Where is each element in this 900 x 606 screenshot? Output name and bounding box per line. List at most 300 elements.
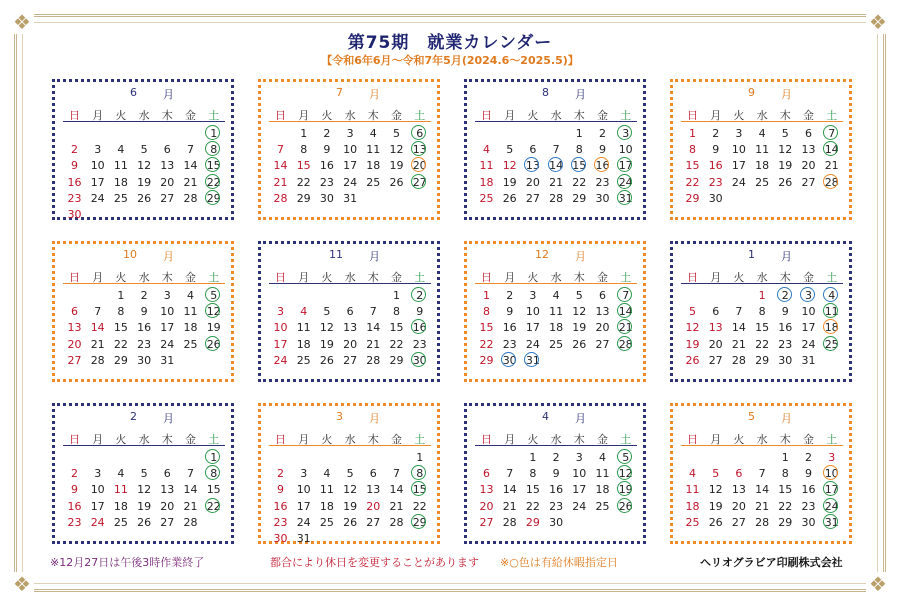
weekday-label: 水 <box>344 433 356 446</box>
week-row <box>475 157 637 173</box>
day-cell: 24 <box>90 191 105 205</box>
day-cell: 16 <box>67 499 82 513</box>
month-number: 9 <box>748 86 755 99</box>
day-cell: 13 <box>408 142 431 157</box>
day-cell: 1 <box>416 451 424 464</box>
day-cell: 23 <box>595 175 610 189</box>
day-cell: 30 <box>595 191 610 205</box>
weekday-label: 金 <box>185 433 196 446</box>
day-cell: 11 <box>319 483 334 497</box>
day-cell: 26 <box>389 175 404 189</box>
weekday-label: 火 <box>321 109 333 122</box>
weekday-header <box>269 106 431 122</box>
month-label: 月 <box>163 412 174 425</box>
day-cell: 6 <box>369 467 377 481</box>
day-cell: 16 <box>408 320 431 335</box>
period-subtitle: 【令和6年6月～令和7年5月(2024.6～2025.5)】 <box>321 54 579 67</box>
day-cell: 4 <box>599 451 606 464</box>
footer-note-paid-leave: ※○色は有給休暇指定日 <box>500 556 618 569</box>
month-calendar-9 <box>670 79 852 220</box>
weekday-label: 木 <box>367 271 379 284</box>
day-cell: 27 <box>595 337 610 351</box>
weekday-label: 金 <box>391 433 402 446</box>
weekday-label: 月 <box>504 271 516 284</box>
day-cell: 3 <box>300 467 308 481</box>
day-cell: 8 <box>300 143 308 157</box>
weekday-label: 日 <box>69 271 80 284</box>
weekday-label: 月 <box>92 433 104 446</box>
day-cell: 10 <box>820 466 843 481</box>
day-cell: 22 <box>113 337 128 351</box>
weekday-label: 火 <box>115 433 127 446</box>
weekday-label: 日 <box>687 271 698 284</box>
month-calendar-11 <box>258 241 440 382</box>
day-cell: 6 <box>712 305 720 319</box>
month-calendar-12 <box>464 241 646 382</box>
month-calendar-4 <box>464 403 646 544</box>
week-row <box>63 319 225 335</box>
week-row <box>269 319 431 335</box>
footer-note-holiday-change: 都合により休日を変更することがあります <box>270 556 479 569</box>
day-cell: 26 <box>137 515 152 529</box>
day-cell: 24 <box>343 175 358 189</box>
day-cell: 18 <box>113 175 128 189</box>
weekday-label: 木 <box>161 271 173 284</box>
day-cell: 13 <box>160 483 175 497</box>
day-cell: 18 <box>366 159 381 173</box>
day-cell: 23 <box>708 175 723 189</box>
day-cell: 28 <box>90 353 105 367</box>
week-row <box>63 514 225 530</box>
day-cell: 24 <box>296 515 311 529</box>
weekday-label: 火 <box>321 271 333 284</box>
day-cell: 1 <box>575 127 583 140</box>
day-cell: 21 <box>614 320 637 335</box>
weekday-label: 火 <box>733 271 745 284</box>
month-label: 月 <box>575 412 586 425</box>
weekday-label: 木 <box>367 433 379 446</box>
day-cell: 20 <box>731 499 746 513</box>
day-cell: 26 <box>202 337 225 352</box>
day-cell: 24 <box>90 515 105 529</box>
day-cell: 11 <box>296 321 311 335</box>
day-cell: 18 <box>319 499 334 513</box>
week-row <box>681 303 843 319</box>
week-row <box>269 498 431 514</box>
day-cell: 20 <box>408 158 431 173</box>
day-cell: 25 <box>296 353 311 367</box>
day-cell: 20 <box>525 175 540 189</box>
weekday-label: 日 <box>275 109 286 122</box>
day-cell: 15 <box>568 158 591 173</box>
day-cell: 21 <box>502 499 517 513</box>
week-row <box>269 514 431 530</box>
day-cell: 30 <box>273 532 288 545</box>
day-cell: 29 <box>778 515 793 529</box>
weekday-header <box>63 430 225 446</box>
month-number: 7 <box>336 86 343 99</box>
day-cell: 26 <box>502 191 517 205</box>
day-cell: 20 <box>708 337 723 351</box>
day-cell: 23 <box>67 191 82 205</box>
day-cell: 15 <box>525 483 540 497</box>
day-cell: 10 <box>731 143 746 157</box>
weekday-label: 日 <box>275 271 286 284</box>
day-cell: 18 <box>595 483 610 497</box>
month-number: 6 <box>130 86 137 99</box>
weekday-label: 水 <box>138 109 150 122</box>
day-cell: 11 <box>113 483 128 497</box>
day-cell: 1 <box>529 451 537 464</box>
week-row <box>681 174 843 190</box>
day-cell: 10 <box>296 483 311 497</box>
day-cell: 5 <box>323 305 331 319</box>
day-cell: 25 <box>755 175 770 189</box>
month-calendar-2 <box>52 403 234 544</box>
weekday-label: 金 <box>391 109 402 122</box>
day-cell: 16 <box>502 321 517 335</box>
day-cell: 1 <box>758 289 766 302</box>
day-cell: 14 <box>755 483 770 497</box>
day-cell: 9 <box>140 305 148 319</box>
weekday-label: 月 <box>504 433 516 446</box>
week-row <box>681 319 843 335</box>
day-cell: 6 <box>529 143 537 157</box>
day-cell: 17 <box>90 499 105 513</box>
day-cell: 31 <box>820 515 843 530</box>
day-cell: 23 <box>502 337 517 351</box>
day-cell: 9 <box>552 467 560 481</box>
day-cell: 26 <box>614 499 637 514</box>
day-cell: 27 <box>408 175 431 190</box>
weekday-label: 火 <box>733 109 745 122</box>
weekday-label: 土 <box>620 271 632 284</box>
day-cell: 19 <box>319 337 334 351</box>
day-cell: 21 <box>366 337 381 351</box>
day-cell: 2 <box>408 288 431 303</box>
weekday-label: 土 <box>826 433 838 446</box>
month-calendar-8 <box>464 79 646 220</box>
day-cell: 26 <box>685 353 700 367</box>
day-cell: 29 <box>408 515 431 530</box>
day-cell: 24 <box>572 499 587 513</box>
day-cell: 21 <box>549 175 564 189</box>
day-cell: 10 <box>273 321 288 335</box>
weekday-label: 火 <box>733 433 745 446</box>
day-cell: 29 <box>296 191 311 205</box>
week-row <box>269 336 431 352</box>
weekday-label: 木 <box>779 271 791 284</box>
week-row <box>63 141 225 157</box>
day-cell: 7 <box>552 143 560 157</box>
weekday-label: 日 <box>275 433 286 446</box>
day-cell: 28 <box>549 191 564 205</box>
day-cell: 22 <box>479 337 494 351</box>
weekday-label: 月 <box>504 109 516 122</box>
day-cell: 29 <box>202 191 225 206</box>
day-cell: 11 <box>820 304 843 319</box>
day-cell: 19 <box>685 337 700 351</box>
day-cell: 28 <box>502 515 517 529</box>
day-cell: 31 <box>160 353 175 367</box>
week-row <box>681 336 843 352</box>
day-cell: 9 <box>506 305 514 319</box>
day-cell: 27 <box>479 515 494 529</box>
day-cell: 1 <box>202 126 225 141</box>
day-cell: 8 <box>202 142 225 157</box>
month-number: 3 <box>336 410 343 423</box>
day-cell: 11 <box>595 467 610 481</box>
day-cell: 28 <box>366 353 381 367</box>
day-cell: 6 <box>805 127 812 140</box>
week-row <box>475 319 637 335</box>
day-cell: 20 <box>343 337 358 351</box>
day-cell: 7 <box>614 288 637 303</box>
week-row <box>63 336 225 352</box>
day-cell: 9 <box>277 483 284 497</box>
day-cell: 3 <box>277 305 284 319</box>
day-cell: 23 <box>67 515 82 529</box>
day-cell: 16 <box>273 499 288 513</box>
day-cell: 14 <box>183 159 198 173</box>
day-cell: 7 <box>506 467 514 481</box>
day-cell: 1 <box>393 289 400 302</box>
day-cell: 15 <box>778 483 793 497</box>
day-cell: 7 <box>820 126 843 141</box>
weekday-label: 火 <box>115 109 127 122</box>
day-cell: 1 <box>300 127 308 140</box>
day-cell: 14 <box>545 158 568 173</box>
weekday-label: 木 <box>573 271 585 284</box>
day-cell: 18 <box>685 499 700 513</box>
day-cell: 23 <box>412 337 427 351</box>
day-cell: 3 <box>163 289 171 302</box>
day-cell: 24 <box>160 337 175 351</box>
weekday-label: 土 <box>208 433 220 446</box>
day-cell: 19 <box>137 499 152 513</box>
weekday-label: 土 <box>414 271 426 284</box>
day-cell: 1 <box>117 289 125 302</box>
weekday-label: 水 <box>344 271 356 284</box>
day-cell: 19 <box>389 159 404 173</box>
day-cell: 9 <box>781 305 789 319</box>
month-number: 10 <box>123 248 137 261</box>
day-cell: 24 <box>731 175 746 189</box>
day-cell: 17 <box>801 321 816 335</box>
day-cell: 1 <box>202 450 225 465</box>
day-cell: 12 <box>502 159 517 173</box>
day-cell: 29 <box>525 515 540 529</box>
day-cell: 8 <box>202 466 225 481</box>
month-number: 8 <box>542 86 549 99</box>
month-number: 1 <box>748 248 755 261</box>
day-cell: 24 <box>525 337 540 351</box>
day-cell: 21 <box>824 159 839 173</box>
weekday-label: 水 <box>138 433 150 446</box>
week-row <box>63 287 225 303</box>
week-row <box>269 190 431 206</box>
day-cell: 3 <box>828 451 836 464</box>
week-row <box>681 125 843 141</box>
week-row <box>63 449 225 465</box>
day-cell: 29 <box>755 353 770 367</box>
day-cell: 14 <box>502 483 517 497</box>
week-row <box>269 125 431 141</box>
day-cell: 24 <box>801 337 816 351</box>
month-calendar-3 <box>258 403 440 544</box>
day-cell: 20 <box>479 499 494 513</box>
week-row <box>269 141 431 157</box>
day-cell: 9 <box>323 143 331 157</box>
day-cell: 16 <box>591 158 614 173</box>
month-number: 5 <box>748 410 755 423</box>
day-cell: 6 <box>346 305 354 319</box>
month-calendar-5 <box>670 403 852 544</box>
month-calendar-7 <box>258 79 440 220</box>
day-cell: 3 <box>529 289 537 302</box>
day-cell: 26 <box>572 337 587 351</box>
month-label: 月 <box>781 412 792 425</box>
week-row <box>63 481 225 497</box>
weekday-label: 火 <box>321 433 333 446</box>
weekday-label: 金 <box>803 109 814 122</box>
day-cell: 21 <box>273 175 288 189</box>
day-cell: 4 <box>689 467 696 481</box>
week-row <box>681 481 843 497</box>
month-number: 2 <box>130 410 137 423</box>
day-cell: 22 <box>296 175 311 189</box>
day-cell: 7 <box>758 467 766 481</box>
week-row <box>63 303 225 319</box>
day-cell: 4 <box>483 143 490 157</box>
day-cell: 21 <box>183 499 198 513</box>
day-cell: 4 <box>187 289 194 302</box>
day-cell: 16 <box>778 321 793 335</box>
day-cell: 7 <box>187 467 194 481</box>
week-row <box>269 174 431 190</box>
day-cell: 19 <box>708 499 723 513</box>
month-label: 月 <box>575 88 586 101</box>
day-cell: 11 <box>685 483 700 497</box>
day-cell: 31 <box>801 353 816 367</box>
day-cell: 31 <box>343 191 358 205</box>
day-cell: 4 <box>117 467 125 481</box>
day-cell: 2 <box>323 127 331 140</box>
day-cell: 6 <box>735 467 743 481</box>
day-cell: 19 <box>572 321 587 335</box>
week-row <box>269 287 431 303</box>
day-cell: 14 <box>366 321 381 335</box>
day-cell: 25 <box>113 191 128 205</box>
day-cell: 28 <box>183 515 198 529</box>
day-cell: 11 <box>755 143 770 157</box>
day-cell: 9 <box>71 483 78 497</box>
day-cell: 21 <box>183 175 198 189</box>
month-label: 月 <box>163 250 174 263</box>
day-cell: 25 <box>479 191 494 205</box>
day-cell: 10 <box>618 143 633 157</box>
weekday-label: 日 <box>69 433 80 446</box>
day-cell: 2 <box>712 127 720 140</box>
day-cell: 19 <box>614 482 637 497</box>
weekday-label: 土 <box>414 433 426 446</box>
weekday-label: 月 <box>710 271 722 284</box>
month-label: 月 <box>781 250 792 263</box>
day-cell: 5 <box>689 305 696 319</box>
day-cell: 14 <box>90 321 105 335</box>
day-cell: 19 <box>206 321 221 335</box>
day-cell: 22 <box>202 499 225 514</box>
day-cell: 6 <box>71 305 78 319</box>
weekday-label: 木 <box>573 433 585 446</box>
day-cell: 12 <box>137 159 152 173</box>
day-cell: 31 <box>614 191 637 206</box>
day-cell: 17 <box>614 158 637 173</box>
day-cell: 18 <box>820 320 843 335</box>
day-cell: 19 <box>502 175 517 189</box>
day-cell: 2 <box>506 289 514 302</box>
day-cell: 20 <box>160 175 175 189</box>
week-row <box>681 514 843 530</box>
day-cell: 30 <box>498 353 521 368</box>
day-cell: 22 <box>389 337 404 351</box>
month-number: 12 <box>535 248 549 261</box>
day-cell: 27 <box>525 191 540 205</box>
day-cell: 14 <box>273 159 288 173</box>
day-cell: 23 <box>137 337 152 351</box>
day-cell: 28 <box>820 175 843 190</box>
day-cell: 16 <box>319 159 334 173</box>
day-cell: 27 <box>731 515 746 529</box>
weekday-label: 日 <box>481 433 492 446</box>
day-cell: 21 <box>90 337 105 351</box>
day-cell: 17 <box>296 499 311 513</box>
day-cell: 15 <box>685 159 700 173</box>
day-cell: 3 <box>346 127 354 140</box>
weekday-label: 土 <box>208 109 220 122</box>
corner-ornament-icon: ❖ <box>10 572 34 596</box>
day-cell: 17 <box>525 321 540 335</box>
weekday-label: 金 <box>185 109 196 122</box>
day-cell: 9 <box>599 143 606 157</box>
day-cell: 22 <box>412 499 427 513</box>
day-cell: 20 <box>160 499 175 513</box>
day-cell: 2 <box>552 451 560 464</box>
month-number: 4 <box>542 410 549 423</box>
weekday-label: 木 <box>779 433 791 446</box>
day-cell: 3 <box>94 143 102 157</box>
week-row <box>269 303 431 319</box>
day-cell: 18 <box>479 175 494 189</box>
day-cell: 9 <box>416 305 424 319</box>
day-cell: 2 <box>71 143 78 157</box>
day-cell: 5 <box>346 467 354 481</box>
day-cell: 26 <box>343 515 358 529</box>
weekday-label: 日 <box>481 109 492 122</box>
day-cell: 25 <box>595 499 610 513</box>
week-row <box>269 352 431 368</box>
day-cell: 8 <box>117 305 125 319</box>
day-cell: 8 <box>689 143 696 157</box>
day-cell: 9 <box>712 143 720 157</box>
day-cell: 28 <box>755 515 770 529</box>
day-cell: 27 <box>801 175 816 189</box>
weekday-label: 土 <box>826 271 838 284</box>
day-cell: 19 <box>343 499 358 513</box>
weekday-header <box>681 430 843 446</box>
weekday-label: 月 <box>298 109 310 122</box>
day-cell: 7 <box>94 305 102 319</box>
